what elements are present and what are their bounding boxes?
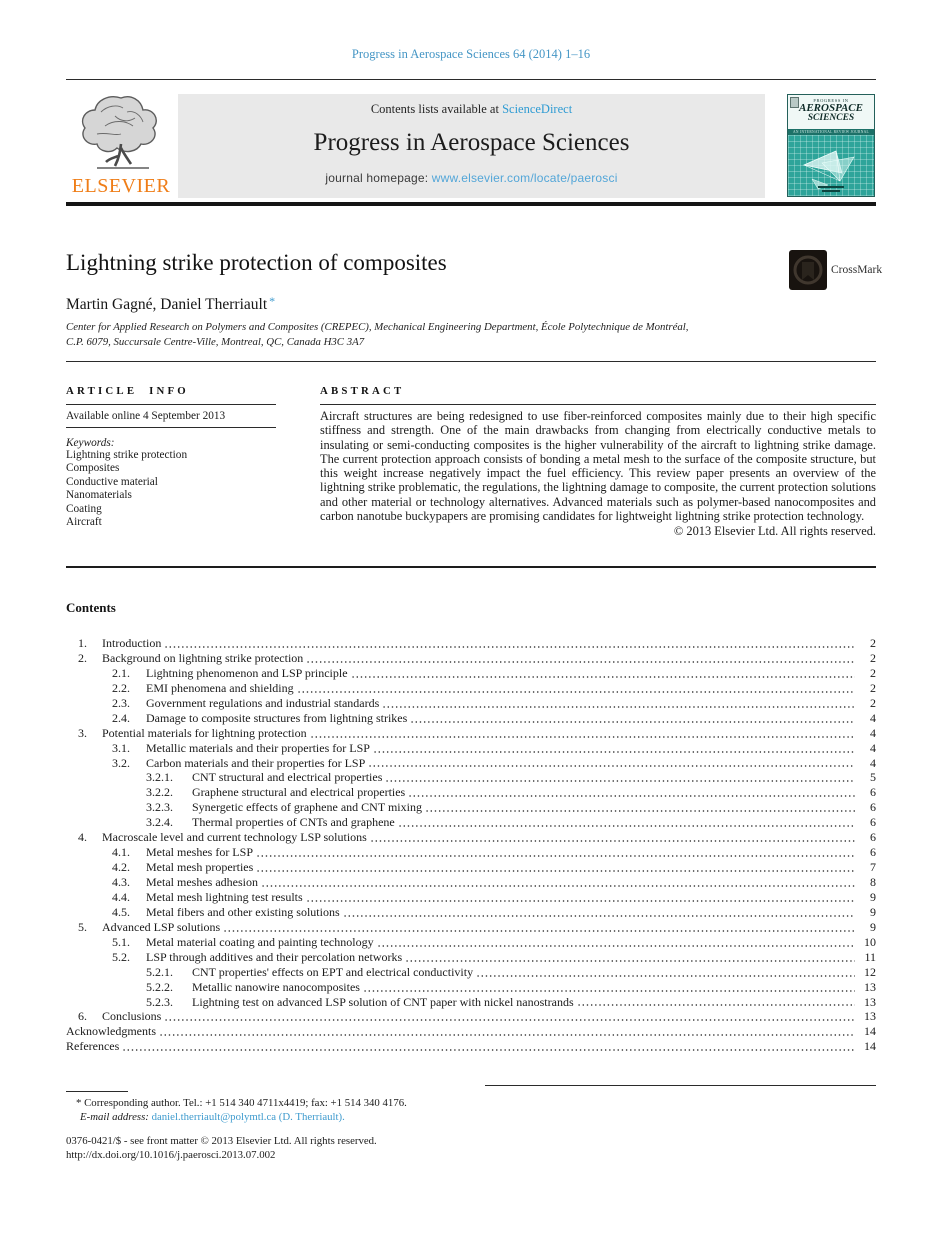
toc-number: 5.2. [112, 949, 130, 964]
toc-row[interactable] [66, 1039, 876, 1054]
toc-number: 3.1. [112, 740, 130, 755]
toc-label: Graphene structural and electrical properties [192, 785, 406, 800]
cover-artwork [788, 135, 874, 196]
toc-dot-leader [306, 661, 855, 663]
corresponding-author-asterisk[interactable]: * [269, 294, 276, 308]
article-info-section [66, 385, 276, 529]
toc-dot-leader [363, 990, 855, 992]
journal-homepage-link[interactable]: www.elsevier.com/locate/paerosci [431, 171, 618, 185]
toc-page-number: 14 [864, 1024, 876, 1039]
toc-dot-leader [159, 1034, 855, 1036]
toc-number: 3.2.1. [146, 770, 173, 785]
toc-number: 3.2.4. [146, 815, 173, 830]
toc-row[interactable] [66, 845, 876, 860]
toc-number: 4.2. [112, 860, 130, 875]
toc-number: 4.5. [112, 904, 130, 919]
toc-label: Metal meshes adhesion [146, 875, 258, 889]
keyword: Composites [66, 462, 120, 475]
toc-row[interactable] [66, 1009, 876, 1024]
crossmark-badge[interactable] [789, 250, 882, 290]
toc-page-number: 2 [870, 636, 876, 650]
toc-dot-leader [382, 706, 855, 708]
toc-number: 2.1. [112, 665, 130, 680]
available-online: Available online 4 September 2013 [66, 410, 226, 422]
toc-dot-leader [297, 691, 855, 693]
toc-number: 2. [78, 650, 87, 665]
crossmark-label: CrossMark [831, 264, 883, 276]
toc-page-number: 13 [864, 1009, 876, 1024]
toc-page-number: 9 [870, 889, 876, 904]
toc-label: Metal meshes for LSP [146, 845, 253, 860]
toc-dot-leader [164, 646, 855, 648]
corresponding-author-note [66, 1097, 506, 1111]
toc-label: Introduction [102, 636, 162, 650]
toc-label: Potential materials for lightning protection [102, 725, 307, 740]
footnote-block [66, 1097, 506, 1125]
toc-row[interactable] [66, 935, 876, 950]
toc-dot-leader [164, 1019, 855, 1021]
elsevier-logo [64, 92, 178, 198]
toc-page-number: 9 [870, 904, 876, 919]
toc-page-number: 5 [870, 770, 876, 785]
abstract-copyright: © 2013 Elsevier Ltd. All rights reserved. [673, 524, 876, 539]
cover-subtitle: AN INTERNATIONAL REVIEW JOURNAL [788, 129, 874, 135]
homepage-prefix: journal homepage: [325, 171, 432, 185]
toc-number: 5.2.1. [146, 964, 173, 979]
elsevier-tree-icon [71, 92, 171, 172]
toc-label: Synergetic effects of graphene and CNT mixing [192, 800, 422, 815]
keywords-list [66, 449, 276, 529]
toc-row[interactable] [66, 681, 876, 696]
toc-row[interactable] [66, 800, 876, 815]
toc-label: Government regulations and industrial standards [146, 695, 380, 710]
toc-number: 2.2. [112, 680, 130, 695]
toc-label: Carbon materials and their properties for LSP [146, 755, 366, 770]
toc-number: 3.2.2. [146, 785, 173, 800]
toc-label: Metal fibers and other existing solutions [146, 904, 340, 919]
authors-text: Martin Gagné, Daniel Therriault [66, 296, 268, 313]
toc-number: 5.2.2. [146, 979, 173, 994]
toc-row[interactable] [66, 920, 876, 935]
toc-label: Metal material coating and painting technology [146, 934, 374, 949]
footnote-rule [66, 1091, 128, 1092]
elsevier-wordmark: ELSEVIER [71, 175, 171, 197]
toc-label: Thermal properties of CNTs and graphene [192, 815, 395, 830]
cover-sciences: SCIENCES [807, 113, 855, 123]
table-of-contents [66, 636, 876, 1054]
toc-label: Damage to composite structures from lightning strikes [146, 710, 408, 725]
toc-number: 1. [78, 636, 87, 650]
toc-dot-leader [577, 1004, 855, 1006]
toc-page-number: 2 [870, 650, 876, 665]
toc-label: Background on lightning strike protection [102, 650, 304, 665]
toc-number: 5.1. [112, 934, 130, 949]
toc-dot-leader [476, 975, 855, 977]
toc-page-number: 6 [870, 815, 876, 830]
toc-page-number: 4 [870, 725, 876, 740]
toc-number: 4.1. [112, 845, 130, 860]
cover-editor-line-2 [822, 190, 840, 192]
cover-mini-logo-icon [790, 97, 799, 108]
toc-row[interactable] [66, 636, 876, 651]
header-top-rule [66, 79, 876, 80]
journal-banner [178, 94, 765, 198]
keyword: Lightning strike protection [66, 449, 188, 461]
keyword: Coating [66, 502, 102, 515]
toc-row[interactable] [66, 950, 876, 965]
toc-row[interactable] [66, 726, 876, 741]
toc-label: References [66, 1039, 120, 1054]
toc-row[interactable] [66, 860, 876, 875]
article-info-rule-2 [66, 427, 276, 428]
toc-number: 5. [78, 919, 87, 934]
toc-row[interactable] [66, 711, 876, 726]
toc-dot-leader [410, 721, 855, 723]
toc-row[interactable] [66, 1024, 876, 1039]
toc-number: 3. [78, 725, 87, 740]
right-column-rule [485, 1085, 876, 1086]
footnote-corresponding-text: Corresponding author. Tel.: +1 514 340 4711x4419; fax: +1 514 340 4176. [84, 1097, 407, 1109]
toc-page-number: 9 [870, 919, 876, 934]
affiliation-line-2: C.P. 6079, Succursale Centre-Ville, Montreal, QC, Canada H3C 3A7 [66, 335, 365, 348]
toc-number: 2.4. [112, 710, 130, 725]
toc-page-number: 2 [870, 680, 876, 695]
author-names [66, 294, 275, 314]
toc-page-number: 6 [870, 830, 876, 845]
affiliation-rule [66, 361, 876, 362]
abstract-heading: ABSTRACT [320, 385, 405, 397]
journal-cover-thumbnail [787, 94, 875, 197]
toc-row[interactable] [66, 815, 876, 830]
toc-page-number: 11 [864, 949, 876, 964]
toc-dot-leader [385, 780, 855, 782]
toc-number: 6. [78, 1009, 87, 1024]
toc-dot-leader [223, 930, 855, 932]
toc-page-number: 13 [864, 979, 876, 994]
article-info-heading: ARTICLE INFO [66, 385, 189, 397]
abstract-rule [320, 404, 876, 405]
toc-label: Acknowledgments [66, 1024, 156, 1039]
keyword: Conductive material [66, 475, 158, 488]
toc-label: EMI phenomena and shielding [146, 680, 294, 695]
toc-dot-leader [425, 810, 855, 812]
toc-row[interactable] [66, 965, 876, 980]
toc-dot-leader [306, 900, 855, 902]
article-title: Lightning strike protection of composites [66, 250, 447, 275]
toc-dot-leader [343, 915, 855, 917]
journal-title: Progress in Aerospace Sciences [313, 129, 630, 156]
toc-dot-leader [256, 870, 855, 872]
journal-homepage-line [178, 171, 765, 185]
toc-row[interactable] [66, 696, 876, 711]
toc-row[interactable] [66, 741, 876, 756]
toc-row[interactable] [66, 995, 876, 1010]
toc-number: 5.2.3. [146, 994, 173, 1009]
journal-citation-link[interactable]: Progress in Aerospace Sciences 64 (2014) 1–16 [351, 47, 591, 61]
toc-row[interactable] [66, 770, 876, 785]
toc-row[interactable] [66, 651, 876, 666]
abstract-text: Aircraft structures are being redesigned to use fiber-reinforced composites mainly due to their high specific stiffness and strength. One of the main drawbacks from changing from electrically conductive metals to insulating or semi-conducting composites is the higher vulnerability of the aircraft to lightning strike damage. The current protection approach consists of bonding a metal mesh to the surface of the composite structure, but this weight increase negatively impact the fuel efficiency. This review paper presents an overview of the lightning strike problematic, the regulations, the lightning damage to composite, the current protection solutions and other material or technology alternatives. Advanced materials such as polymer-based nanocomposites and carbon nanotube buckypapers are promising candidates for lightweight lightning strike protection technology. [320, 409, 876, 524]
toc-row[interactable] [66, 875, 876, 890]
toc-dot-leader [368, 765, 855, 767]
issn-copyright-line: 0376-0421/$ - see front matter © 2013 Elsevier Ltd. All rights reserved. [66, 1135, 377, 1147]
abstract-section [320, 385, 876, 539]
toc-dot-leader [310, 736, 855, 738]
email-link[interactable]: daniel.therriault@polymtl.ca (D. Therriault). [151, 1110, 345, 1123]
sciencedirect-link[interactable]: ScienceDirect [502, 102, 573, 116]
toc-label: Lightning phenomenon and LSP principle [146, 665, 348, 680]
toc-page-number: 2 [870, 695, 876, 710]
toc-page-number: 4 [870, 755, 876, 770]
cover-progress-in: PROGRESS IN [813, 98, 849, 103]
doi-line: http://dx.doi.org/10.1016/j.paerosci.2013.07.002 [66, 1149, 276, 1161]
toc-page-number: 13 [864, 994, 876, 1009]
toc-label: Macroscale level and current technology LSP solutions [102, 830, 367, 845]
toc-row[interactable] [66, 905, 876, 920]
toc-page-number: 6 [870, 785, 876, 800]
toc-page-number: 4 [870, 710, 876, 725]
toc-label: Lightning test on advanced LSP solution of CNT paper with nickel nanostrands [192, 994, 574, 1009]
keyword: Nanomaterials [66, 489, 132, 502]
cover-aerospace: AEROSPACE [799, 102, 863, 114]
toc-row[interactable] [66, 756, 876, 771]
toc-number: 4.3. [112, 875, 130, 889]
toc-dot-leader [408, 795, 855, 797]
toc-label: Metallic materials and their properties for LSP [146, 740, 370, 755]
keywords-label: Keywords: [66, 437, 115, 449]
toc-number: 4.4. [112, 889, 130, 904]
crossmark-icon [789, 250, 827, 290]
contents-available-line [178, 94, 765, 117]
toc-page-number: 6 [870, 845, 876, 860]
article-info-rule-1 [66, 404, 276, 405]
toc-dot-leader [373, 751, 855, 753]
contents-available-prefix: Contents lists available at [370, 102, 503, 116]
toc-row[interactable] [66, 785, 876, 800]
toc-row[interactable] [66, 890, 876, 905]
toc-number: 3.2. [112, 755, 130, 770]
toc-page-number: 7 [870, 860, 876, 875]
toc-row[interactable] [66, 830, 876, 845]
toc-row[interactable] [66, 980, 876, 995]
toc-dot-leader [405, 960, 855, 962]
toc-page-number: 8 [870, 875, 876, 889]
toc-label: Conclusions [102, 1009, 162, 1024]
email-line [66, 1111, 506, 1125]
toc-page-number: 12 [864, 964, 876, 979]
cover-editor-line-1 [818, 186, 844, 188]
toc-dot-leader [256, 855, 855, 857]
email-label: E-mail address: [80, 1110, 149, 1123]
toc-dot-leader [398, 825, 855, 827]
toc-label: CNT properties' effects on EPT and electrical conductivity [192, 964, 474, 979]
toc-label: Advanced LSP solutions [102, 919, 221, 934]
toc-number: 4. [78, 830, 87, 845]
contents-heading: Contents [66, 600, 116, 615]
toc-page-number: 2 [870, 665, 876, 680]
toc-label: Metal mesh properties [146, 860, 254, 875]
footnote-star: * [76, 1097, 82, 1109]
toc-label: Metal mesh lightning test results [146, 889, 303, 904]
toc-number: 2.3. [112, 695, 130, 710]
toc-label: LSP through additives and their percolation networks [146, 949, 403, 964]
affiliation [66, 320, 766, 349]
toc-page-number: 4 [870, 740, 876, 755]
toc-dot-leader [377, 945, 855, 947]
toc-page-number: 10 [864, 934, 876, 949]
cover-top [788, 95, 874, 129]
abstract-bottom-rule [66, 566, 876, 568]
toc-dot-leader [351, 676, 855, 678]
toc-dot-leader [261, 885, 855, 887]
toc-row[interactable] [66, 666, 876, 681]
toc-label: Metallic nanowire nanocomposites [192, 979, 360, 994]
toc-page-number: 6 [870, 800, 876, 815]
toc-page-number: 14 [864, 1039, 876, 1054]
toc-dot-leader [122, 1049, 855, 1051]
header-bottom-bar [66, 202, 876, 206]
keyword: Aircraft [66, 516, 102, 529]
toc-number: 3.2.3. [146, 800, 173, 815]
affiliation-line-1: Center for Applied Research on Polymers and Composites (CREPEC), Mechanical Engineering Department, École Polytechnique de Montréal, [66, 321, 689, 333]
toc-dot-leader [370, 840, 855, 842]
toc-label: CNT structural and electrical properties [192, 770, 383, 785]
